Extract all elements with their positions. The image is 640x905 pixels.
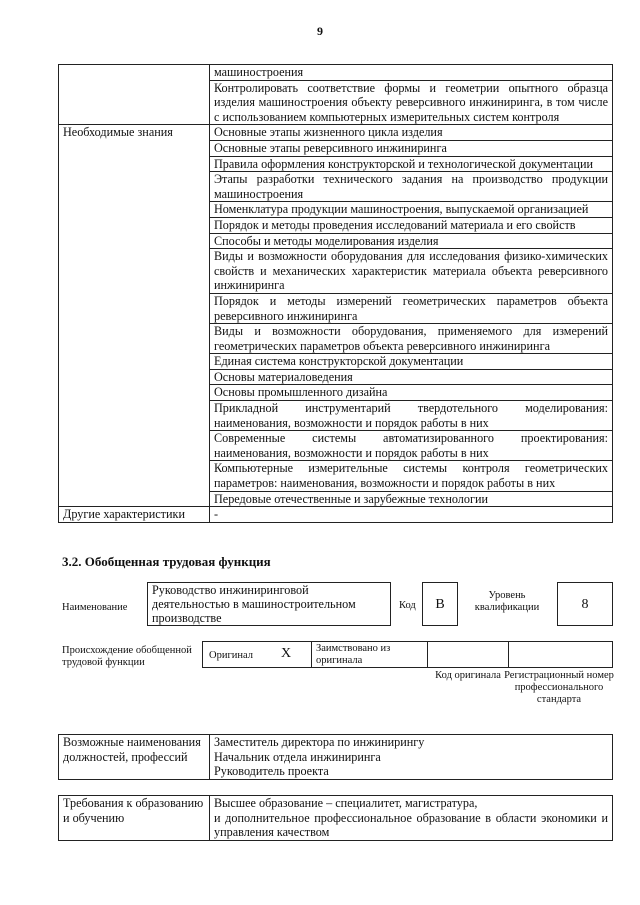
education-list	[210, 796, 613, 841]
reg-number-cell	[508, 641, 613, 668]
position-item: Руководитель проекта	[214, 764, 329, 779]
knowledge-item: Виды и возможности оборудования, применяемого для измерений геометрических параметров объекта реверсивного инжиниринга	[210, 324, 613, 354]
knowledge-item: машиностроения	[210, 65, 613, 81]
reg-caption: Регистрационный номер профессионального стандарта	[504, 670, 614, 705]
knowledge-item: Основы промышленного дизайна	[210, 385, 613, 401]
positions-table	[58, 734, 613, 780]
knowledge-item: Номенклатура продукции машиностроения, выпускаемой организацией	[210, 202, 613, 218]
positions-list	[210, 735, 613, 780]
knowledge-row	[59, 507, 613, 523]
knowledge-item: Прикладной инструментарий твердотельного моделирования: наименования, возможности и порядок работы в них	[210, 401, 613, 431]
knowledge-item: Виды и возможности оборудования для исследования физико-химических свойств и механических характеристик материала объекта реверсивного инжиниринга	[210, 249, 613, 294]
original-mark: X	[281, 646, 292, 661]
education-item: и дополнительное профессиональное образование в области экономики и управления качеством	[214, 810, 608, 840]
knowledge-item: Современные системы автоматизированного проектирования: наименования, возможности и порядок работы в них	[210, 431, 613, 461]
positions-label: Возможные наименования должностей, профессий	[59, 735, 210, 780]
code-label: Код	[399, 600, 416, 611]
knowledge-row	[59, 65, 613, 81]
knowledge-item: Контролировать соответствие формы и геометрии опытного образца изделия машиностроения объекту реверсивного инжиниринга, в том числе с использованием компьютерных измерительных систем контроля	[210, 80, 613, 125]
row-label: Необходимые знания	[59, 125, 210, 507]
original-cell	[202, 641, 312, 668]
name-value: Руководство инжиниринговой деятельностью в машиностроительном производстве	[147, 582, 391, 626]
code-caption: Код оригинала	[435, 670, 501, 681]
knowledge-item: Способы и методы моделирования изделия	[210, 233, 613, 249]
section-title: 3.2. Обобщенная трудовая функция	[62, 554, 271, 569]
position-item: Начальник отдела инжиниринга	[214, 749, 381, 764]
borrowed-cell	[311, 641, 428, 668]
knowledge-item: Передовые отечественные и зарубежные технологии	[210, 491, 613, 507]
origin-label: Происхождение обобщенной трудовой функции	[62, 645, 192, 668]
education-table	[58, 795, 613, 841]
knowledge-item: Компьютерные измерительные системы контроля геометрических параметров: наименования, возможности и порядок работы в них	[210, 461, 613, 491]
knowledge-row	[59, 125, 613, 141]
education-label: Требования к образованию и обучению	[59, 796, 210, 841]
borrowed-label: Заимствовано из оригинала	[316, 643, 391, 666]
knowledge-item: Основные этапы жизненного цикла изделия	[210, 125, 613, 141]
page-number: 9	[317, 24, 323, 38]
knowledge-item: Правила оформления конструкторской и технологической документации	[210, 156, 613, 172]
code-value: B	[422, 582, 458, 626]
knowledge-item: Основы материаловедения	[210, 369, 613, 385]
knowledge-item: Основные этапы реверсивного инжиниринга	[210, 140, 613, 156]
row-label: Другие характеристики	[59, 507, 210, 523]
name-label: Наименование	[62, 602, 128, 613]
level-value: 8	[557, 582, 613, 626]
origin-code-cell	[427, 641, 509, 668]
knowledge-table	[58, 64, 613, 523]
level-label: Уровень квалификации	[474, 590, 540, 613]
education-item: Высшее образование – специалитет, магистратура,	[214, 796, 478, 810]
position-item: Заместитель директора по инжинирингу	[214, 735, 425, 749]
row-label	[59, 65, 210, 125]
knowledge-item: Порядок и методы проведения исследований материала и его свойств	[210, 217, 613, 233]
knowledge-item: Порядок и методы измерений геометрических параметров объекта реверсивного инжиниринга	[210, 293, 613, 323]
knowledge-item: Этапы разработки технического задания на производство продукции машиностроения	[210, 172, 613, 202]
knowledge-item: -	[210, 507, 613, 523]
original-label: Оригинал	[209, 650, 253, 661]
knowledge-item: Единая система конструкторской документации	[210, 354, 613, 370]
